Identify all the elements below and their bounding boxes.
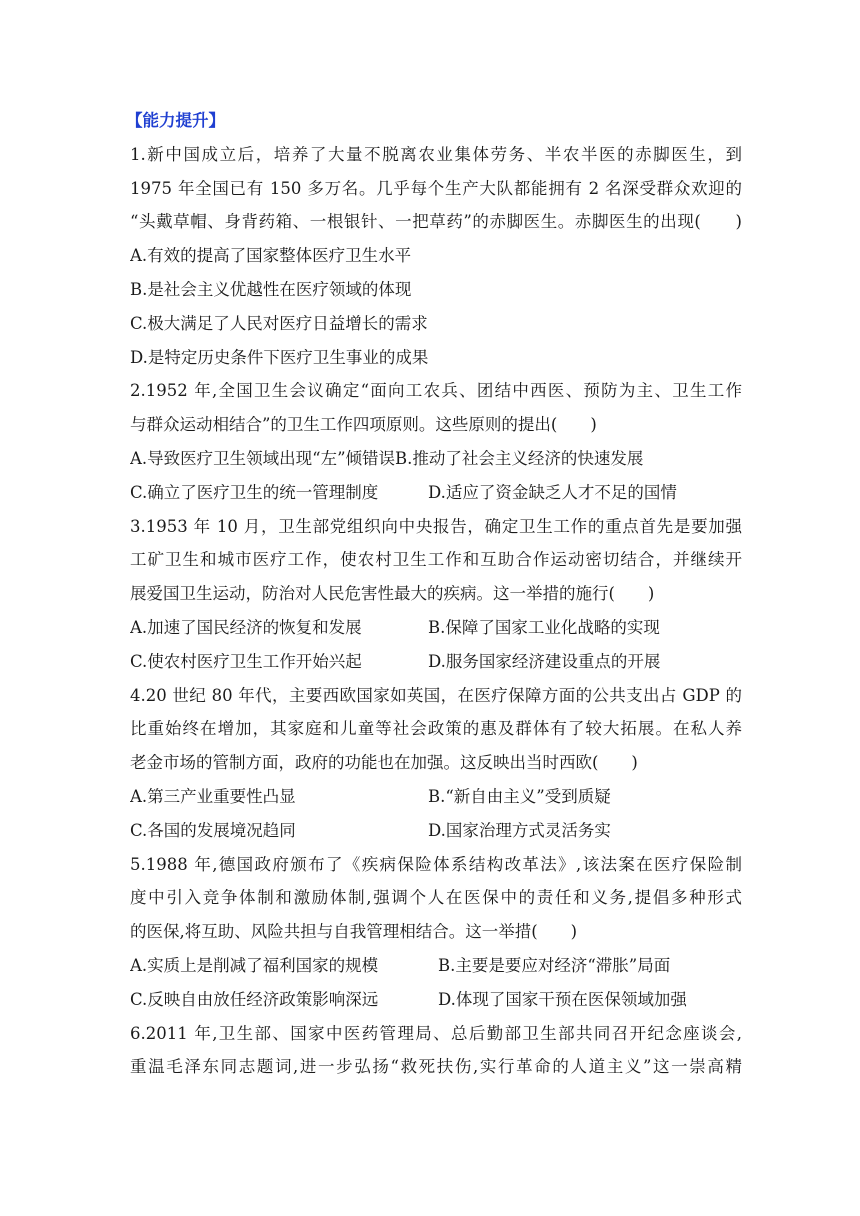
question-4-stem-line: 比重始终在增加，其家庭和儿童等社会政策的惠及群体有了较大拓展。在私人养 [130,719,742,739]
question-6 [130,1017,742,1085]
question-2-option-c: C.确立了医疗卫生的统一管理制度 [130,482,379,502]
question-1-stem-line: 1975 年全国已有 150 多万名。几乎每个生产大队都能拥有 2 名深受群众欢迎的 [130,178,742,198]
question-3-stem-line: 展爱国卫生运动，防治对人民危害性最大的疾病。这一举措的施行( ) [130,584,655,604]
question-1-option-c: C.极大满足了人民对医疗日益增长的需求 [130,313,428,333]
question-2-options-row [130,476,742,510]
question-2-option-a: A.导致医疗卫生领域出现“左”倾错误 [130,448,396,468]
question-5-options-row [130,983,742,1017]
question-1-option-d: D.是特定历史条件下医疗卫生事业的成果 [130,347,429,367]
question-4-stem-line: 4.20 世纪 80 年代，主要西欧国家如英国，在医疗保障方面的公共支出占 GDP 的 [130,685,742,705]
question-2-option-b: B.推动了社会主义经济的快速发展 [395,448,644,468]
question-1-stem-line: “头戴草帽、身背药箱、一根银针、一把草药”的赤脚医生。赤脚医生的出现( ) [130,212,742,232]
question-3-option-c: C.使农村医疗卫生工作开始兴起 [130,651,362,671]
question-5-stem-line: 度中引入竞争体制和激励体制,强调个人在医保中的责任和义务,提倡多种形式 [130,888,742,908]
question-5-stem-line: 的医保,将互助、风险共担与自我管理相结合。这一举措( ) [130,922,578,942]
question-3-options-row [130,611,742,645]
question-2-stem-line: 与群众运动相结合”的卫生工作四项原则。这些原则的提出( ) [130,415,597,435]
question-1-stem-line: 1.新中国成立后，培养了大量不脱离农业集体劳务、半农半医的赤脚医生，到 [130,144,742,164]
question-3-options-row [130,645,742,679]
question-4-option-c: C.各国的发展境况趋同 [130,820,296,840]
question-5-option-b: B.主要是要应对经济“滞胀”局面 [438,955,671,975]
section-heading: 【能力提升】 [126,111,225,130]
question-4 [130,679,742,848]
question-4-option-d: D.国家治理方式灵活务实 [428,820,611,840]
question-5-stem-line: 5.1988 年,德国政府颁布了《疾病保险体系结构改革法》,该法案在医疗保险制 [130,854,742,874]
question-5-option-a: A.实质上是削减了福利国家的规模 [130,955,379,975]
question-5 [130,848,742,1017]
question-5-option-c: C.反映自由放任经济政策影响深远 [130,989,379,1009]
question-4-options-row [130,780,742,814]
question-5-options-row [130,949,742,983]
question-3-option-d: D.服务国家经济建设重点的开展 [428,651,661,671]
question-6-stem-line: 重温毛泽东同志题词,进一步弘扬“救死扶伤,实行革命的人道主义”这一崇高精 [130,1057,742,1077]
question-4-options-row [130,814,742,848]
question-2-stem-line: 2.1952 年,全国卫生会议确定“面向工农兵、团结中西医、预防为主、卫生工作 [130,381,742,401]
question-4-option-a: A.第三产业重要性凸显 [130,786,296,806]
question-1-option-a: A.有效的提高了国家整体医疗卫生水平 [130,246,412,266]
question-3-stem-line: 3.1953 年 10 月，卫生部党组织向中央报告，确定卫生工作的重点首先是要加强 [130,516,742,536]
question-3-option-b: B.保障了国家工业化战略的实现 [428,617,660,637]
question-5-option-d: D.体现了国家干预在医保领域加强 [438,989,687,1009]
question-4-stem-line: 老金市场的管制方面，政府的功能也在加强。这反映出当时西欧( ) [130,753,638,773]
question-4-option-b: B.“新自由主义”受到质疑 [428,786,611,806]
question-3 [130,510,742,679]
question-2-option-d: D.适应了资金缺乏人才不足的国情 [428,482,677,502]
question-2 [130,374,742,509]
question-2-options-row [130,442,742,476]
question-3-stem-line: 工矿卫生和城市医疗工作，使农村卫生工作和互助合作运动密切结合，并继续开 [130,550,742,570]
question-3-option-a: A.加速了国民经济的恢复和发展 [130,617,362,637]
question-6-stem-line: 6.2011 年,卫生部、国家中医药管理局、总后勤部卫生部共同召开纪念座谈会, [130,1023,742,1043]
question-sheet [126,104,742,1084]
question-1-option-b: B.是社会主义优越性在医疗领域的体现 [130,279,412,299]
question-1 [130,138,742,375]
